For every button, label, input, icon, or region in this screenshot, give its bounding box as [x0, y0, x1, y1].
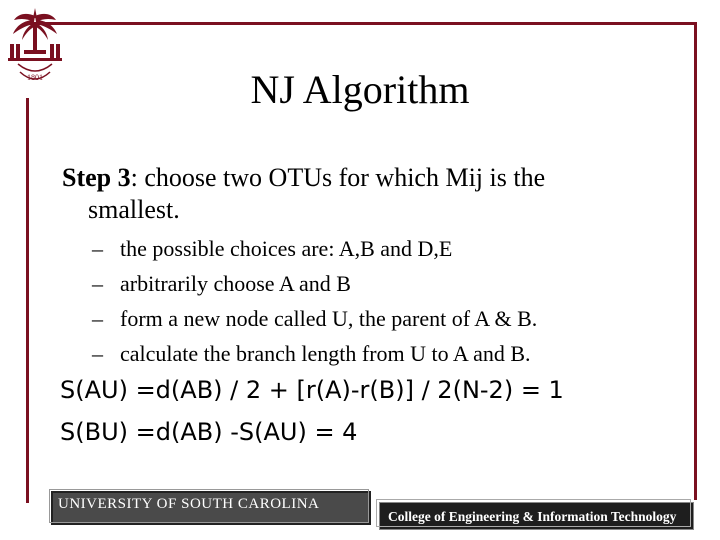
list-item — [92, 231, 537, 266]
bullet-text: calculate the branch length from U to A and B. — [120, 341, 531, 366]
bullet-text: the possible choices are: A,B and D,E — [120, 236, 453, 261]
bullet-list — [92, 231, 537, 371]
slide-frame-left — [26, 98, 29, 503]
step-text-line2: smallest. — [88, 195, 180, 224]
step-text-line1: : choose two OTUs for which Mij is the — [130, 163, 546, 192]
formula-s-bu: S(BU) =d(AB) -S(AU) = 4 — [60, 418, 358, 446]
list-item — [92, 301, 537, 336]
footer-college-banner: College of Engineering & Information Technology — [379, 502, 694, 530]
formula-s-au: S(AU) =d(AB) / 2 + [r(A)-r(B)] / 2(N-2) = 1 — [60, 376, 564, 404]
slide-frame-top — [26, 22, 696, 25]
step-paragraph — [62, 162, 622, 226]
bullet-text: form a new node called U, the parent of A & B. — [120, 306, 538, 331]
svg-text:1801: 1801 — [27, 73, 43, 82]
list-item — [92, 336, 537, 371]
list-item — [92, 266, 537, 301]
bullet-dash: – — [92, 341, 103, 366]
bullet-dash: – — [92, 236, 103, 261]
bullet-text: arbitrarily choose A and B — [120, 271, 351, 296]
bullet-dash: – — [92, 271, 103, 296]
step-label: Step 3 — [62, 163, 131, 192]
footer-university-banner: UNIVERSITY OF SOUTH CAROLINA — [51, 491, 371, 525]
bullet-dash: – — [92, 306, 103, 331]
slide-title: NJ Algorithm — [250, 67, 470, 112]
